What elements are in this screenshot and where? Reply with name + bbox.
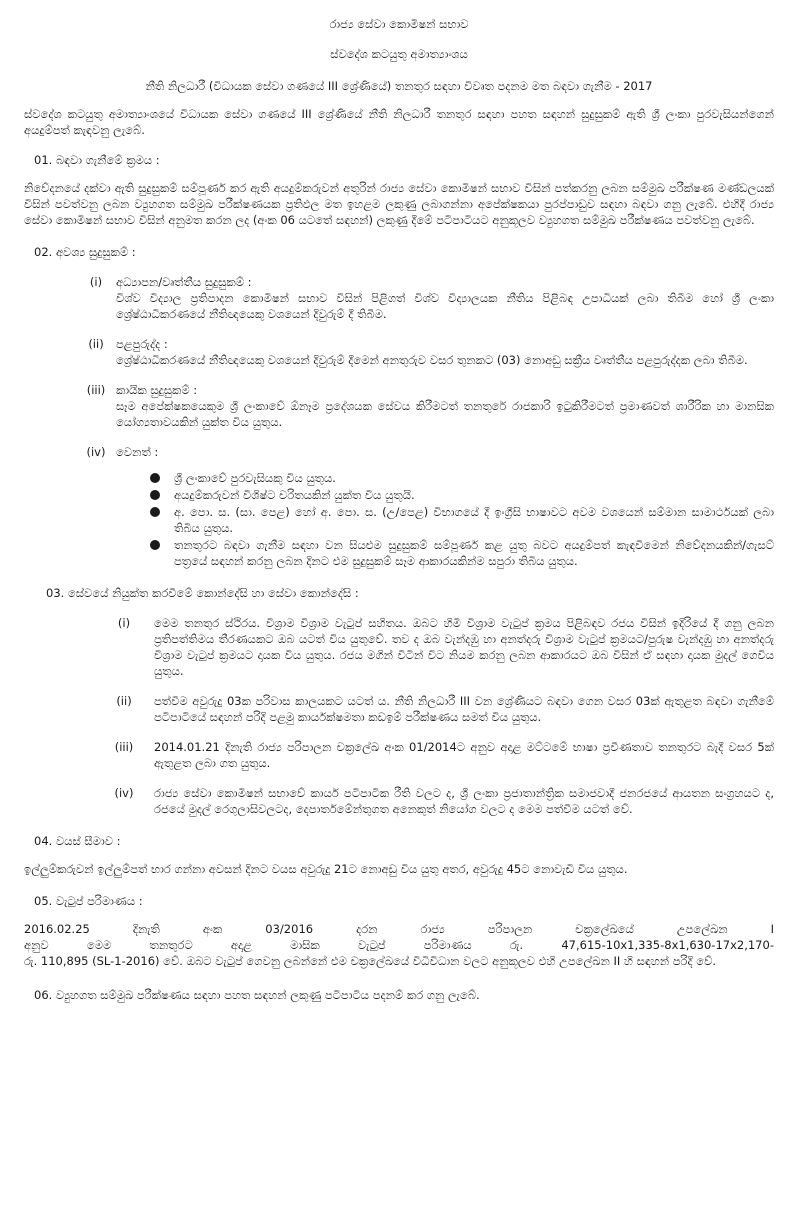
list-item (94, 615, 774, 679)
bullet-item: තනතුරට බඳවා ගැනීම සඳහා වන සියළුම සුදුසුකම් සම්පූර්ණ කළ යුතු බවට අයදුම්පත් කැඳවීමෙන් නිවේදනයකින්/ගැසට් පත්‍රයේ සඳහන් කරනු ලබන දිනට එම සුදුසුකම් සෑම ආකාරයකින්ම සපුරා තිබිය යුතුය. (152, 537, 774, 569)
item-title: පළපුරුද්ද : (116, 337, 168, 351)
item-number: (i) (117, 616, 131, 630)
item-text: මෙම තනතුර ස්ථිරය. විශ්‍රාම විශ්‍රාම වැටුප් සහිතය. ඔබට හිමි විශ්‍රාම වැටුප් ක්‍රමය පිළිබඳව රජය විසින් ඉදිරියේ දී ගනු ලබන ප්‍රතිපත්තිමය තීරණයකට ඔබ යටත් විය යුතුවේ. තව ද ඔබ වැන්දඹු හා අනත්දරු විශ්‍රාම වැටුප් ක්‍රමයට/පුරුෂ වැන්දඹු හා අනත්දරු විශ්‍රාම වැටුප් ක්‍රමයට දායක විය යුතුය. රජය මගින් විටින් විට නියම කරනු ලබන ආකාරයට ඔබ විසින් ඒ සඳහා දායක මුදල් ගෙවිය යුතුය. (154, 616, 774, 678)
item-text: විශ්ව විද්‍යාල ප්‍රතිපාදන කොමිෂන් සභාව විසින් පිළිගත් විශ්ව විද්‍යාලයක නීතිය පිළිබඳ උපාධියක් ලබා තිබීම හෝ ශ්‍රී ලංකා ශ්‍රේෂ්ඨාධිකරණයේ නීතිඥයෙකු වශයෙන් දිවුරුම් දී තිබීම. (116, 291, 774, 321)
salary-line-1: 2016.02.25 දිනැති අංක 03/2016 දරන රාජ්‍ය පරිපාලන චක්‍රලේඛයේ උපලේඛන I (24, 922, 774, 936)
item-number: (iii) (114, 740, 134, 754)
commission-heading: රාජ්‍ය සේවා කොමිෂන් සභාව (329, 17, 469, 31)
salary-line-2: අනුව මෙම තනතුරට අදාළ මාසික වැටුප් පරිමාණය රු. 47,615-10x1,335-8x1,630-17x2,170- (24, 938, 774, 952)
item-number: (ii) (116, 694, 132, 708)
item-number: (i) (89, 275, 103, 289)
section-01-text: නිවේදනයේ දක්වා ඇති සුදුසුකම් සම්පූර්ණ කර ඇති අයදුම්කරුවන් අතුරින් රාජ්‍ය සේවා කොමිෂන් සභාව විසින් පත්කරනු ලබන සම්මුඛ පරීක්ෂණ මණ්ඩලයක් විසින් පවත්වනු ලබන ව්‍යුහගත සම්මුඛ පරීක්ෂණයක ප්‍රතිඵල මත ඉහළම ලකුණු ලබාගන්නා අපේක්ෂකයා පුරප්පාඩුව සඳහා බඳවා ගනු ලැබේ. එහිදී රාජ්‍ය සේවා කොමිෂන් සභාව විසින් අනුමත කරන ලද (අංක 06 යටතේ සඳහන්) ලකුණු දීමේ පටිපාටියට අනුකූලව ව්‍යුහගත සම්මුඛ පරීක්ෂණය පවත්වනු ලැබේ. (24, 181, 774, 227)
bullet-item: අයදුම්කරුවන් විශිෂ්ට චරිතයකින් යුක්ත විය යුතුයි. (152, 487, 774, 503)
list-item (94, 785, 774, 817)
bullet-icon (150, 540, 160, 550)
item-title: අධ්‍යාපන/වෘත්තීය සුදුසුකම් : (116, 275, 252, 289)
list-item (94, 739, 774, 771)
section-04-heading: 04. වයස් සීමාව : (34, 834, 121, 848)
bullet-item: ශ්‍රී ලංකාවේ පුරවැසියකු විය යුතුය. (152, 470, 774, 486)
item-number: (iv) (86, 445, 106, 459)
item-number: (ii) (88, 337, 104, 351)
bullet-icon (150, 507, 160, 517)
item-text: 2014.01.21 දිනැති රාජ්‍ය පරිපාලන චක්‍රලේඛ අංක 01/2014ට අනුව අදාළ මට්ටමේ භාෂා ප්‍රවීණතාව තනතුරට බැදී වසර 5ක් ඇතුළත ලබා ගත යුතුය. (154, 740, 774, 770)
list-item (76, 336, 774, 368)
section-05-heading: 05. වැටුප් පරිමාණය : (34, 894, 143, 908)
item-number: (iii) (86, 383, 106, 397)
other-requirements-list (152, 470, 774, 569)
list-item (76, 382, 774, 430)
section-02-heading: 02. අවශ්‍ය සුදුසුකම් : (34, 245, 136, 259)
salary-line-3: රු. 110,895 (SL-1-2016) වේ. ඔබට වැටුප් ගෙවනු ලබන්නේ එම චක්‍රලේඛයේ විධිවිධාන වලට අනුකූලව එහි උපලේඛන II හි සඳහන් පරිදි වේ. (24, 954, 717, 968)
item-number: (iv) (114, 786, 134, 800)
section-02-items (76, 274, 774, 460)
bullet-icon (150, 490, 160, 500)
section-06-heading: 06. ව්‍යුහගත සම්මුඛ පරීක්ෂණය සඳහා පහත සඳහන් ලකුණු පටිපාටිය පදනම් කර ගනු ලැබේ. (34, 988, 480, 1002)
list-item (76, 444, 774, 460)
item-text: පත්වීම අවුරුදු 03ක පරිවාස කාලයකට යටත් ය. නීති නිලධාරී III වන ශ්‍රේණියට බඳවා ගෙන වසර 03ක් ඇතුළත බඳවා ගැනීමේ පටිපාටියේ සඳහන් පරිදි පළමු කාර්යක්ෂමතා කඩඉම් පරීක්ෂණය සමත් විය යුතුය. (154, 694, 774, 724)
list-item (94, 693, 774, 725)
section-03-items (94, 615, 774, 817)
section-01-heading: 01. බඳවා ගැනීමේ ක්‍රමය : (34, 153, 160, 167)
list-item (76, 274, 774, 322)
section-05-text (24, 921, 774, 969)
item-text: ශ්‍රේෂ්ඨාධිකරණයේ නීතිඥයෙකු වශයෙන් දිවුරුම් දීමෙන් අනතුරුව වසර තුනකට (03) නොඅඩු සක්‍රීය වෘත්තීය පළපුරුද්දක ලබා තිබීම. (116, 353, 748, 367)
bullet-icon (150, 473, 160, 483)
item-title: කායික සුදුසුකම් : (116, 383, 198, 397)
item-text: රාජ්‍ය සේවා කොමිෂන් සභාවේ කාර්ය පටිපාටික රීති වලට ද, ශ්‍රී ලංකා ප්‍රජාතාන්ත්‍රික සමාජවාදී ජනරජයේ ආයතන සංග්‍රහයට ද, රජයේ මුදල් රෙගුලාසිවලටද, දෙපාර්තමේන්තුගත අනෙකුත් නියෝග වලට ද මෙම පත්වීම යටත් වේ. (154, 786, 774, 816)
bullet-item: අ. පො. ස. (සා. පෙළ) හෝ අ. පො. ස. (උ/පෙළ) විභාගයේ දී ඉංග්‍රීසි භාෂාවට අවම වශයෙන් සම්මාන සාමාර්ථයක් ලබා තිබිය යුතුය. (152, 504, 774, 536)
notice-title: නීති නිලධාරී (විධායක සේවා ගණයේ III ශ්‍රේණියේ) තනතුර සඳහා විවෘත පදනම මත බඳවා ගැනීම - 2017 (145, 79, 653, 93)
intro-paragraph: ස්වදේශ කටයුතු අමාත්‍යාංශයේ විධායක සේවා ගණයේ III ශ්‍රේණියේ නීති නිලධාරී තනතුර සඳහා පහත සඳහන් සුදුසුකම් ඇති ශ්‍රී ලංකා පුරවැසියන්ගෙන් අයදුම්පත් කැඳවනු ලැබේ. (24, 107, 774, 137)
item-title: වෙනත් : (116, 445, 159, 459)
item-text: සෑම අපේක්ෂකයෙකුම ශ්‍රී ලංකාවේ ඕනෑම ප්‍රදේශයක සේවය කිරීමටත් තනතුරේ රාජකාරි ඉටුකිරීමටත් ප්‍රමාණවත් ශාරීරික හා මානසික යෝග්‍යතාවයකින් යුක්ත විය යුතුය. (116, 399, 774, 429)
section-03-heading: 03. සේවයේ නියුක්ත කරවීමේ කොන්දේසි හා සේවා කොන්දේසි : (46, 586, 359, 600)
section-04-text: ඉල්ලුම්කරුවන් ඉල්ලුම්පත් භාර ගන්නා අවසන් දිනට වයස අවුරුදු 21ට නොඅඩු විය යුතු අතර, අවුරුදු 45ට නොවැඩි විය යුතුය. (24, 862, 628, 876)
ministry-heading: ස්වදේශ කටයුතු අමාත්‍යාංශය (330, 47, 468, 61)
